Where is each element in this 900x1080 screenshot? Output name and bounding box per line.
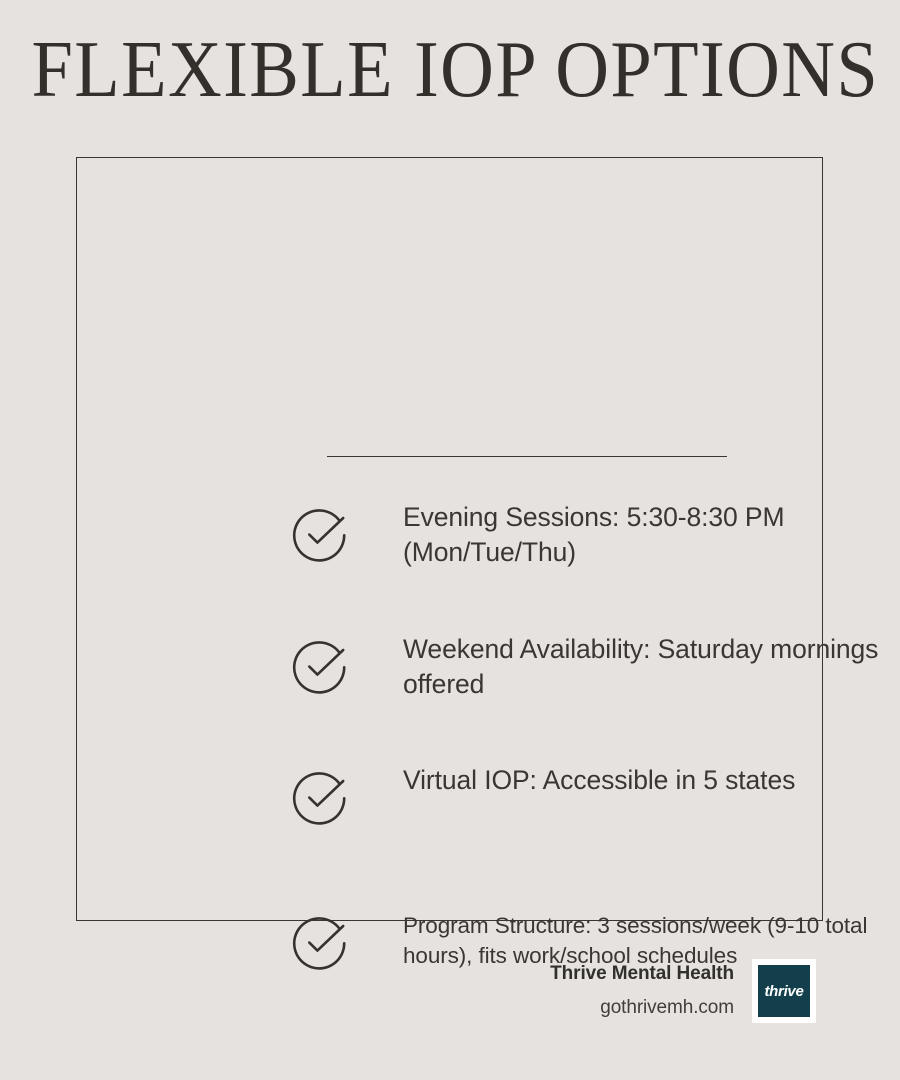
brand-name: Thrive Mental Health bbox=[550, 963, 734, 984]
brand-website: gothrivemh.com bbox=[600, 996, 734, 1018]
page-title: FLEXIBLE IOP OPTIONS bbox=[31, 26, 880, 114]
logo-wordmark: thrive bbox=[764, 982, 804, 1000]
list-item bbox=[292, 761, 900, 825]
content-card bbox=[76, 157, 879, 968]
divider-rule bbox=[327, 456, 727, 457]
thrive-logo bbox=[752, 959, 816, 1023]
logo-swatch bbox=[758, 965, 810, 1017]
list-item bbox=[292, 498, 900, 570]
list-item-label: Program Structure: 3 sessions/week (9-10 total hours), fits work/school schedules bbox=[403, 913, 868, 968]
footer-text-block bbox=[550, 963, 734, 1020]
check-circle-icon bbox=[292, 504, 350, 562]
list-item bbox=[292, 630, 900, 702]
list-item-label: Virtual IOP: Accessible in 5 states bbox=[403, 765, 796, 795]
check-circle-icon bbox=[292, 767, 350, 825]
list-item-label: Weekend Availability: Saturday mornings offered bbox=[403, 634, 879, 700]
list-item-label: Evening Sessions: 5:30-8:30 PM (Mon/Tue/Thu) bbox=[403, 502, 785, 568]
check-circle-icon bbox=[292, 636, 350, 694]
